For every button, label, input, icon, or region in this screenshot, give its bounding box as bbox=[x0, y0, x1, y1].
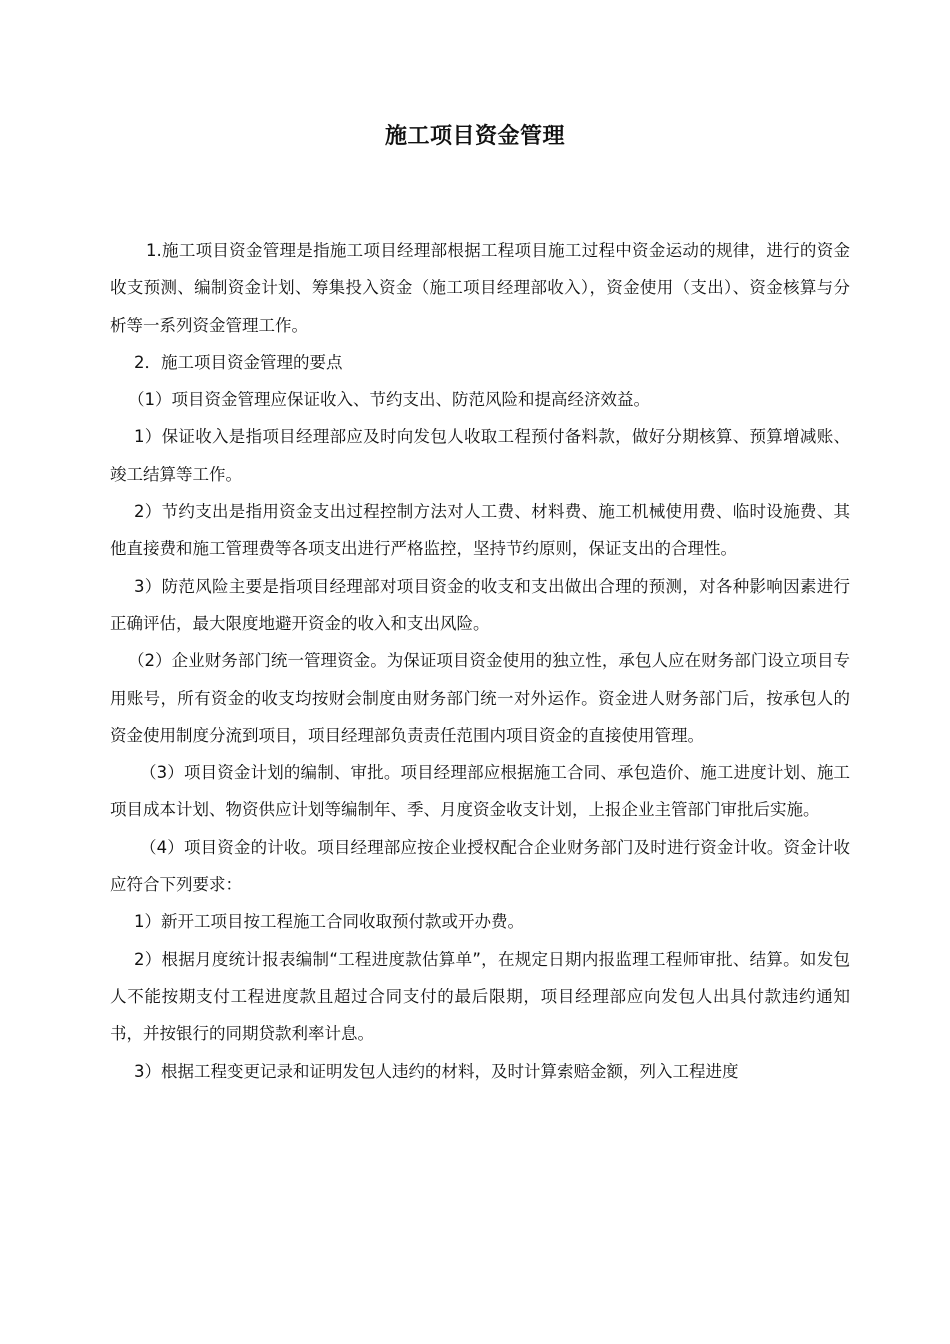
paragraph-point-3: （3）项目资金计划的编制、审批。项目经理部应根据施工合同、承包造价、施工进度计划、施工项目成本计划、物资供应计划等编制年、季、月度资金收支计划，上报企业主管部门审批后实施。 bbox=[110, 763, 850, 820]
paragraph-point-1: （1）项目资金管理应保证收入、节约支出、防范风险和提高经济效益。 bbox=[128, 390, 650, 410]
paragraph-point-1-sub-2: 2）节约支出是指用资金支出过程控制方法对人工费、材料费、施工机械使用费、临时设施费、其他直接费和施工管理费等各项支出进行严格监控，坚持节约原则，保证支出的合理性。 bbox=[110, 502, 850, 559]
paragraph-point-4-sub-3: 3）根据工程变更记录和证明发包人违约的材料，及时计算索赔金额，列入工程进度 bbox=[134, 1061, 739, 1081]
paragraph-definition: 1.施工项目资金管理是指施工项目经理部根据工程项目施工过程中资金运动的规律，进行的资金收支预测、编制资金计划、筹集投入资金（施工项目经理部收入），资金使用（支出）、资金核算与分析等一系列资金管理工作。 bbox=[110, 241, 850, 335]
paragraph-point-2: （2）企业财务部门统一管理资金。为保证项目资金使用的独立性，承包人应在财务部门设立项目专用账号，所有资金的收支均按财会制度由财务部门统一对外运作。资金进人财务部门后，按承包人的资金使用制度分流到项目，项目经理部负责责任范围内项目资金的直接使用管理。 bbox=[110, 651, 850, 745]
document-title: 施工项目资金管理 bbox=[384, 124, 565, 149]
paragraph-point-4-sub-2: 2）根据月度统计报表编制“工程进度款估算单”，在规定日期内报监理工程师审批、结算。如发包人不能按期支付工程进度款且超过合同支付的最后限期，项目经理部应向发包人出具付款违约通知书，并按银行的同期贷款利率计息。 bbox=[110, 949, 850, 1044]
paragraph-point-1-sub-1: 1）保证收入是指项目经理部应及时向发包人收取工程预付备料款，做好分期核算、预算增减账、竣工结算等工作。 bbox=[110, 427, 850, 484]
document-body bbox=[110, 232, 850, 1090]
paragraph-point-1-sub-3: 3）防范风险主要是指项目经理部对项目资金的收支和支出做出合理的预测，对各种影响因素进行正确评估，最大限度地避开资金的收入和支出风险。 bbox=[110, 576, 850, 633]
paragraph-point-4-sub-1: 1）新开工项目按工程施工合同收取预付款或开办费。 bbox=[134, 912, 524, 932]
paragraph-key-points-heading: 2．施工项目资金管理的要点 bbox=[134, 352, 343, 372]
paragraph-point-4: （4）项目资金的计收。项目经理部应按企业授权配合企业财务部门及时进行资金计收。资金计收应符合下列要求： bbox=[110, 837, 850, 895]
